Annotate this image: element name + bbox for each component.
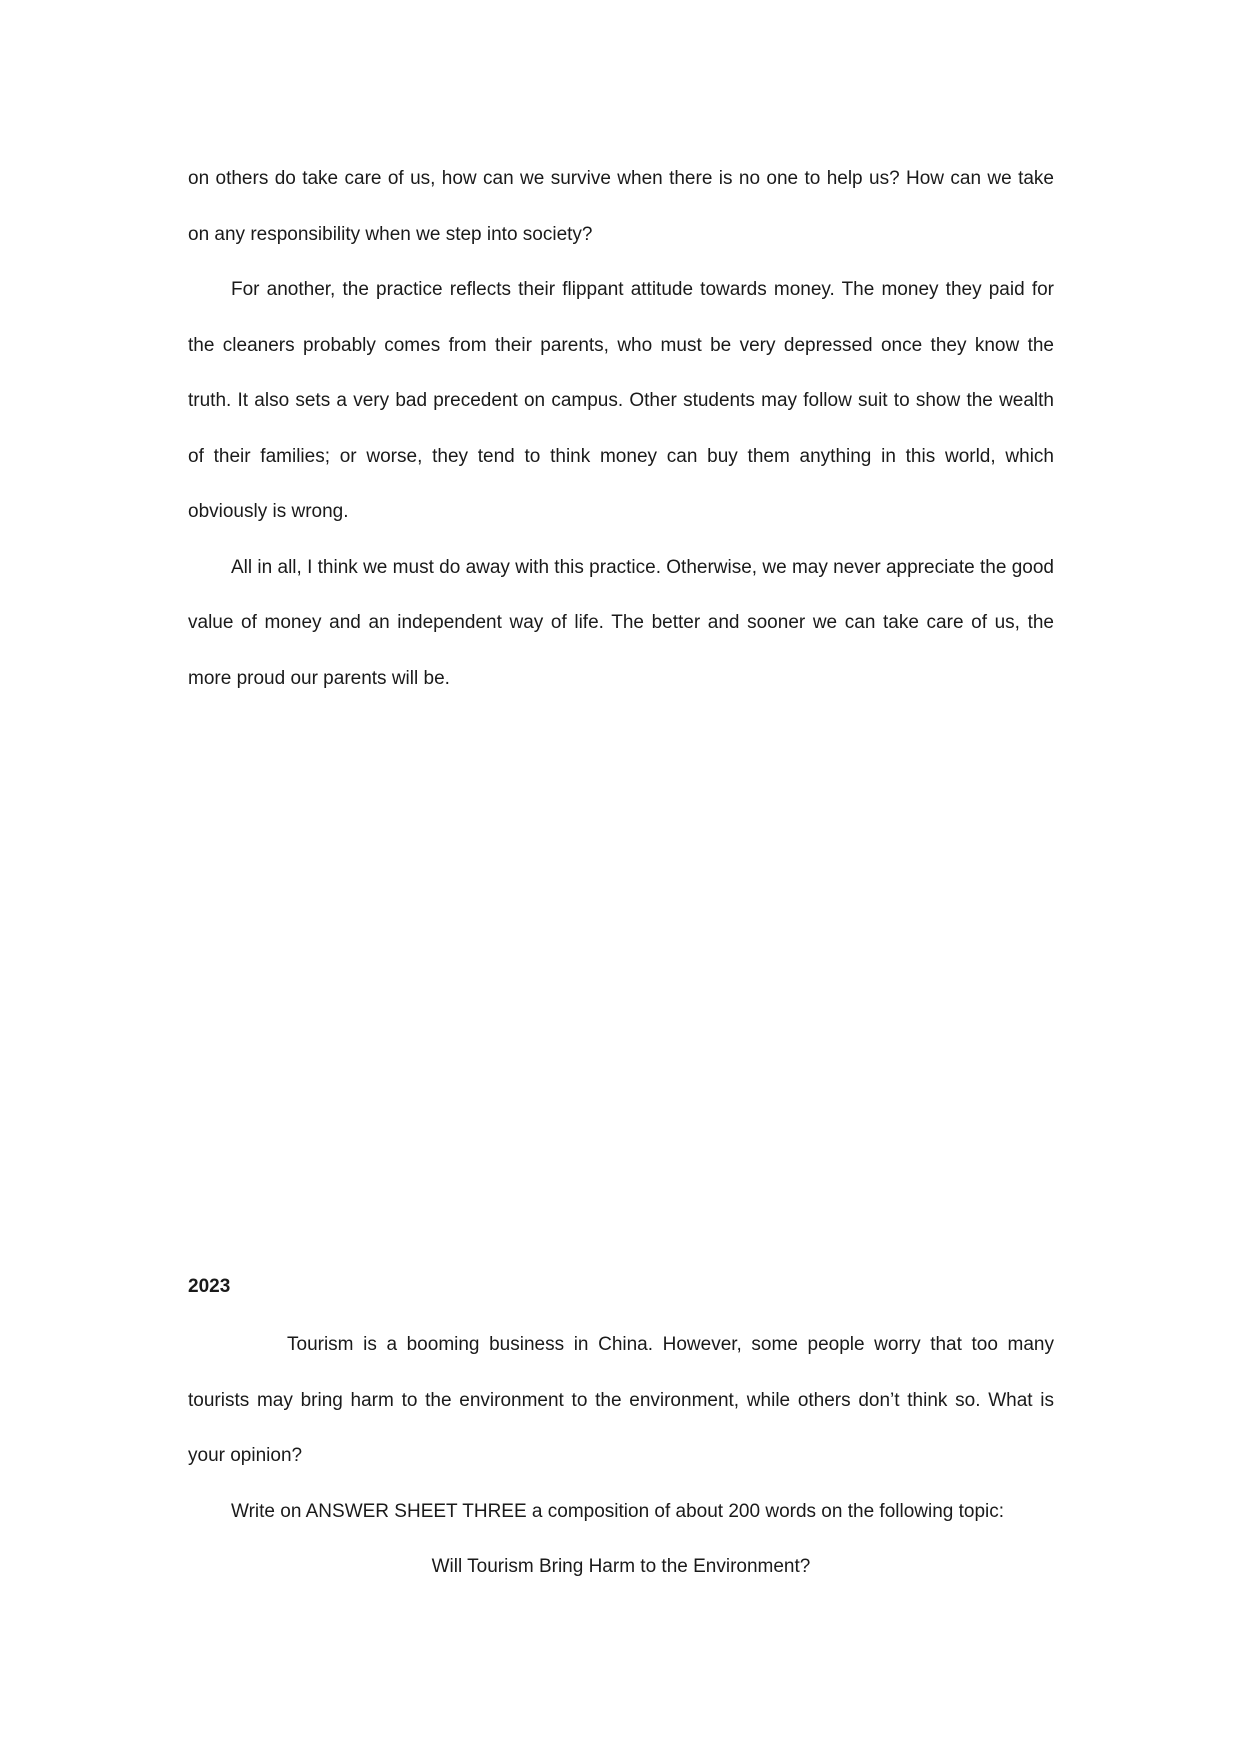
essay-paragraph-3: All in all, I think we must do away with this practice. Otherwise, we may never appreciate the good value of money and an independent way of life. The better and sooner we can take care of us, the more proud our parents will be. — [188, 556, 1054, 689]
essay-paragraph-1: on others do take care of us, how can we survive when there is no one to help us? How can we take on any responsibility when we step into society? — [188, 168, 1054, 245]
section-year-heading: 2023 — [188, 1276, 231, 1297]
essay-paragraph-2: For another, the practice reflects their flippant attitude towards money. The money they paid for the cleaners probably comes from their parents, who must be very depressed once they know the truth. It also sets a very bad precedent on campus. Other students may follow suit to show the wealth of their families; or worse, they tend to think money can buy them anything in this world, which obviously is wrong. — [188, 279, 1054, 522]
task-prompt: Tourism is a booming business in China. However, some people worry that too many tourists may bring harm to the environment to the environment, while others don’t think so. What is your opinion? — [188, 1334, 1054, 1466]
writing-task — [188, 1317, 1054, 1595]
essay-body — [188, 151, 1054, 706]
task-instruction: Write on ANSWER SHEET THREE a composition of about 200 words on the following topic: — [231, 1500, 1005, 1522]
task-topic-title: Will Tourism Bring Harm to the Environment? — [431, 1556, 811, 1577]
